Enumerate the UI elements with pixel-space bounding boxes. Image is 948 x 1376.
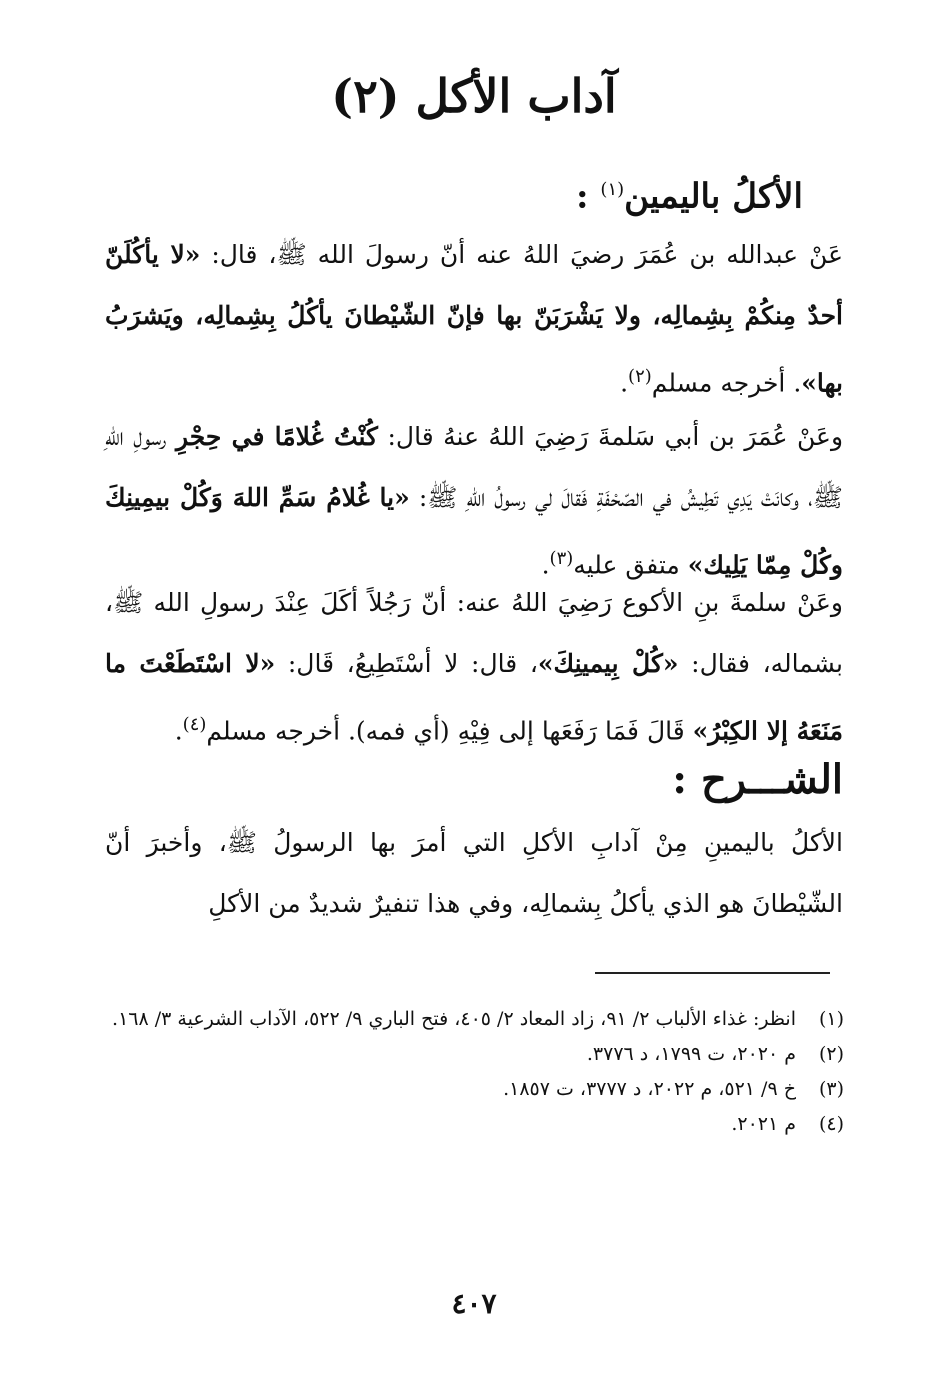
- footnote-item: [106, 1107, 844, 1142]
- footnote-item: [106, 1072, 844, 1107]
- footnote-ref-3: (٣): [549, 548, 574, 569]
- hadith-3-middle-2: قَالَ فَمَا رَفَعَها إلى فِيْهِ (أي فمه). أخرجه مسلم: [206, 716, 685, 746]
- footnote-text: خ ٩/ ٥٢١، م ٢٠٢٢، د ٣٧٧٧، ت ١٨٥٧.: [503, 1078, 796, 1100]
- hadith-3-quote-2: «لا اسْتَطَعْتَ ما مَنَعَهُ إلا الكِبْرُ»: [105, 649, 843, 746]
- footnote-number: (٣): [818, 1078, 844, 1100]
- hadith-1-intro: عَنْ عبدالله بن عُمَرَ رضيَ اللهُ عنه أنّ رسولَ الله ﷺ، قال:: [211, 240, 843, 269]
- footnote-text: م ٢٠٢٠، ت ١٧٩٩، د ٣٧٧٦.: [586, 1043, 796, 1065]
- hadith-2-quote: كُنْتُ غُلامًا في حِجْرِ: [175, 422, 378, 451]
- hadith-1-text: «لا يأكُلَنّ أحدٌ مِنكُمْ بِشِمالِه، ولا يَشْرَبَنّ بها فإنّ الشّيْطانَ يأكُلُ بِشِمالِه، ويَشرَبُ بها»: [105, 240, 843, 398]
- footnote-text: انظر: غذاء الألباب ٢/ ٩١، زاد المعاد ٢/ ٤٠٥، فتح الباري ٩/ ٥٢٢، الآداب الشرعية ٣/ ١٦٨.: [112, 1008, 796, 1030]
- footnote-text: م ٢٠٢١.: [731, 1113, 796, 1135]
- sharh-heading: الشـــرح :: [672, 756, 843, 803]
- hadith-1-source: . أخرجه مسلم: [651, 368, 802, 398]
- section-heading-text: الأكلُ باليمين: [624, 176, 803, 217]
- section-heading: [143, 166, 803, 220]
- hadith-paragraph-2: [105, 406, 843, 595]
- footnote-divider: [595, 972, 830, 974]
- hadith-paragraph-3: [105, 572, 843, 761]
- hadith-2-source: متفق عليه: [573, 550, 680, 580]
- hadith-paragraph-1: [105, 224, 843, 413]
- hadith-2-end: .: [541, 550, 550, 580]
- footnote-number: (٤): [818, 1113, 844, 1135]
- hadith-3-quote-1: «كُلْ بِيمينِكَ»: [537, 649, 679, 678]
- hadith-3-end: .: [174, 716, 183, 746]
- footnote-number: (٢): [818, 1043, 844, 1065]
- footnote-ref-1: (١): [600, 179, 625, 200]
- hadith-2-text: «يا غُلامُ سَمِّ اللهَ وَكُلْ بيمِينِكَ وكُلْ مِمّا يَلِيك»: [105, 483, 843, 580]
- footnote-number: (١): [818, 1008, 844, 1030]
- sharh-paragraph: الأكلُ باليمينِ مِنْ آدابِ الأكلِ التي أمرَ بها الرسولُ ﷺ، وأخبرَ أنّ الشّيْطانَ هو الذي يأكلُ بِشمالِه، وفي هذا تنفيرٌ شديدٌ من الأكلِ: [105, 828, 843, 918]
- footnote-ref-4: (٤): [182, 714, 207, 735]
- heading-colon: :: [576, 176, 589, 217]
- footnote-ref-2: (٢): [628, 366, 652, 387]
- footnote-item: [106, 1037, 844, 1072]
- hadith-3-intro: وعَنْ سلمةَ بنِ الأكوع رَضِيَ اللهُ عنه: أنّ رَجُلاً أكَلَ عِنْدَ رسولِ الله ﷺ، بشماله، فقال:: [105, 588, 843, 678]
- page-number: ٤٠٧: [451, 1287, 497, 1320]
- hadith-2-intro: وعَنْ عُمَرَ بن أبي سَلمةَ رَضِيَ اللهُ عنهُ قال:: [387, 422, 844, 451]
- footnotes: [106, 1002, 844, 1142]
- hadith-1-end: .: [620, 368, 629, 398]
- page-title: آداب الأكل (٢): [331, 69, 617, 123]
- hadith-3-middle-1: ، قال: لا أسْتَطِيعُ، قَال:: [287, 649, 538, 678]
- hadith-2-middle: رسولِ اللهِ ﷺ، وكانَتْ يَدِي تَطِيشُ في الصّحْفَةِ فَقالَ لي رسولُ اللهِ ﷺ:: [105, 422, 843, 512]
- footnote-item: [106, 1002, 844, 1037]
